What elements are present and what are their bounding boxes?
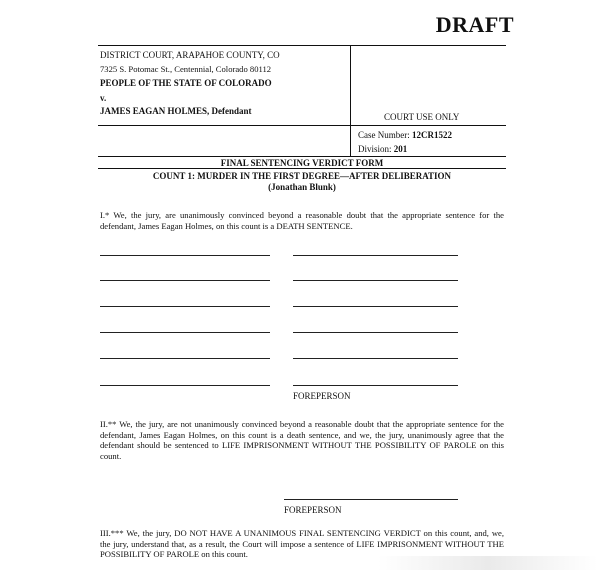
juror-signature-line xyxy=(100,385,270,386)
victim-name: (Jonathan Blunk) xyxy=(268,182,336,192)
section-two-text: II.** We, the jury, are not unanimously convinced beyond a reasonable doubt that the appropriate sentence for the defendant, James Eagan Holmes, on this count is a death sentence, and we, the jury, unanimously agree that the defendant should be sentenced to LIFE IMPRISONMENT WITHOUT THE POSSIBILITY OF PAROLE on this count. xyxy=(100,419,504,461)
foreperson-label: FOREPERSON xyxy=(293,391,351,401)
caption-bottom-rule xyxy=(98,156,506,157)
faint-watermark xyxy=(378,556,598,570)
foreperson-label: FOREPERSON xyxy=(284,505,342,515)
juror-signature-line xyxy=(100,280,270,281)
court-address: 7325 S. Potomac St., Centennial, Colorado 80112 xyxy=(100,64,272,74)
versus-label: v. xyxy=(100,93,107,103)
court-name: DISTRICT COURT, ARAPAHOE COUNTY, CO xyxy=(100,50,280,60)
section-three-text: III.*** We, the jury, DO NOT HAVE A UNANIMOUS FINAL SENTENCING VERDICT on this count, and, we, the jury, understand that, as a result, the Court will impose a sentence of LIFE IMPRISONMENT WITHOUT THE POSSIBILITY OF PAROLE on this count. xyxy=(100,528,504,560)
juror-signature-line xyxy=(100,358,270,359)
caption-party-rule xyxy=(98,125,350,126)
juror-signature-line xyxy=(293,255,458,256)
juror-signature-line xyxy=(293,332,458,333)
section-one-text: I.* We, the jury, are unanimously convinced beyond a reasonable doubt that the appropriate sentence for the defendant, James Eagan Holmes, on this count is a DEATH SENTENCE. xyxy=(100,210,504,231)
juror-signature-line xyxy=(100,255,270,256)
caption-divider-vertical xyxy=(350,45,351,157)
division-label: Division: xyxy=(358,144,392,154)
foreperson-signature-line xyxy=(293,385,458,386)
division-row xyxy=(358,144,407,155)
plaintiff-name: PEOPLE OF THE STATE OF COLORADO xyxy=(100,78,272,88)
draft-stamp: DRAFT xyxy=(435,12,514,37)
case-number-value: 12CR1522 xyxy=(412,130,452,140)
juror-signature-line xyxy=(293,280,458,281)
juror-signature-line xyxy=(293,358,458,359)
division-value: 201 xyxy=(393,144,408,154)
defendant-name: JAMES EAGAN HOLMES, Defendant xyxy=(100,106,252,116)
case-number-label: Case Number: xyxy=(358,130,410,140)
document-page xyxy=(88,8,516,566)
court-use-only-label: COURT USE ONLY xyxy=(384,112,460,122)
count-title: COUNT 1: MURDER IN THE FIRST DEGREE—AFTER DELIBERATION xyxy=(152,171,452,181)
juror-signature-line xyxy=(100,332,270,333)
caption-top-rule xyxy=(98,45,506,46)
form-title: FINAL SENTENCING VERDICT FORM xyxy=(220,158,384,168)
juror-signature-line xyxy=(100,306,270,307)
case-number-row xyxy=(358,130,452,141)
juror-signature-line xyxy=(293,306,458,307)
foreperson-signature-line xyxy=(284,499,458,500)
caption-court-use-rule xyxy=(350,125,506,126)
